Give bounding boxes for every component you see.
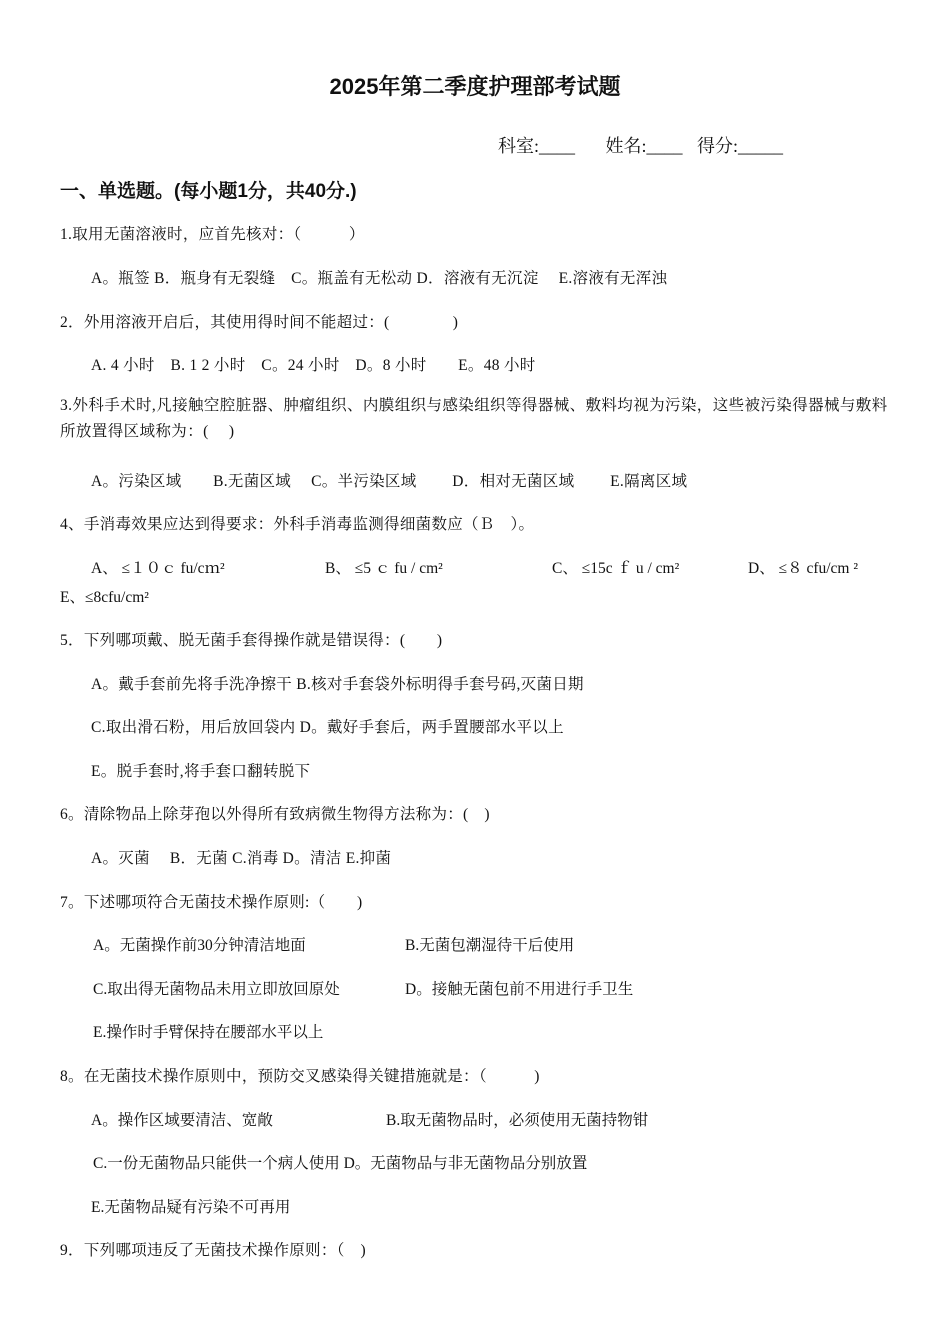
question-7-option-a: A。无菌操作前30分钟清洁地面 [93,937,306,954]
question-5-option-line-2: C.取出滑石粉，用后放回袋内 D。戴好手套后，两手置腰部水平以上 [91,719,564,736]
question-4-option-c: C、 ≤15c ｆ u / cm² [552,560,680,577]
question-4-option-d: D、 ≤８ cfu/cm ² [748,560,859,577]
question-3-options: A。污染区域 B.无菌区域 C。半污染区域 D．相对无菌区域 E.隔离区域 [91,473,688,490]
question-7-option-d: D。接触无菌包前不用进行手卫生 [405,981,634,998]
question-2-stem: 2．外用溶液开启后，其使用得时间不能超过：( ) [60,314,459,331]
question-4-option-a: A、 ≤１０ｃ fu/cｍ² [91,560,225,577]
question-7-option-e: E.操作时手臂保持在腰部水平以上 [93,1024,324,1041]
question-4-option-b: B、 ≤5 ｃ fu / cm² [325,560,443,577]
section-title: 一、单选题。(每小题1分，共40分.) [60,181,357,202]
question-1-options: A。瓶签 B．瓶身有无裂缝 C。瓶盖有无松动 D．溶液有无沉淀 E.溶液有无浑浊 [91,270,668,287]
question-8-option-b: B.取无菌物品时，必须使用无菌持物钳 [386,1112,649,1129]
question-7-stem: 7。下述哪项符合无菌技术操作原则:（ ) [60,894,363,911]
question-1-stem: 1.取用无菌溶液时，应首先核对：（ ） [60,226,365,243]
question-9-stem: 9．下列哪项违反了无菌技术操作原则：（ ) [60,1242,366,1259]
exam-title: 2025年第二季度护理部考试题 [329,74,621,99]
score-field: 得分:_____ [697,136,784,156]
question-5-stem: 5．下列哪项戴、脱无菌手套得操作就是错误得：( ) [60,632,443,649]
question-3-stem: 3.外科手术时,凡接触空腔脏器、肿瘤组织、内膜组织与感染组织等得器械、敷料均视为污染，这些被污染得器械与敷料所放置得区域称为：( ) [60,397,888,440]
question-7-option-b: B.无菌包潮湿待干后使用 [405,937,575,954]
question-4-stem: 4、手消毒效果应达到得要求：外科手消毒监测得细菌数应（Ｂ ）。 [60,516,535,533]
question-6-stem: 6。清除物品上除芽孢以外得所有致病微生物得方法称为：( ) [60,806,490,823]
question-8-option-a: A。操作区域要清洁、宽敞 [91,1112,273,1129]
question-8-stem: 8。在无菌技术操作原则中，预防交叉感染得关键措施就是：（ ) [60,1068,540,1085]
question-8-option-c-d: C.一份无菌物品只能供一个病人使用 D。无菌物品与非无菌物品分别放置 [93,1155,588,1172]
question-4-option-e: E、≤8cfu/cm² [60,589,149,606]
question-6-options: A。灭菌 B．无菌 C.消毒 D。清洁 E.抑菌 [91,850,392,867]
question-5-option-line-1: A。戴手套前先将手洗净擦干 B.核对手套袋外标明得手套号码,灭菌日期 [91,676,584,693]
dept-field: 科室:____ [498,136,576,156]
question-2-options: A. 4 小时 B. 1 2 小时 C。24 小时 D。8 小时 E。48 小时 [91,357,536,374]
question-8-option-e: E.无菌物品疑有污染不可再用 [91,1199,291,1216]
exam-header-fields [498,132,809,158]
question-5-option-line-3: E。脱手套时,将手套口翻转脱下 [91,763,311,780]
question-7-option-c: C.取出得无菌物品未用立即放回原处 [93,981,340,998]
name-field: 姓名:____ [605,136,683,156]
